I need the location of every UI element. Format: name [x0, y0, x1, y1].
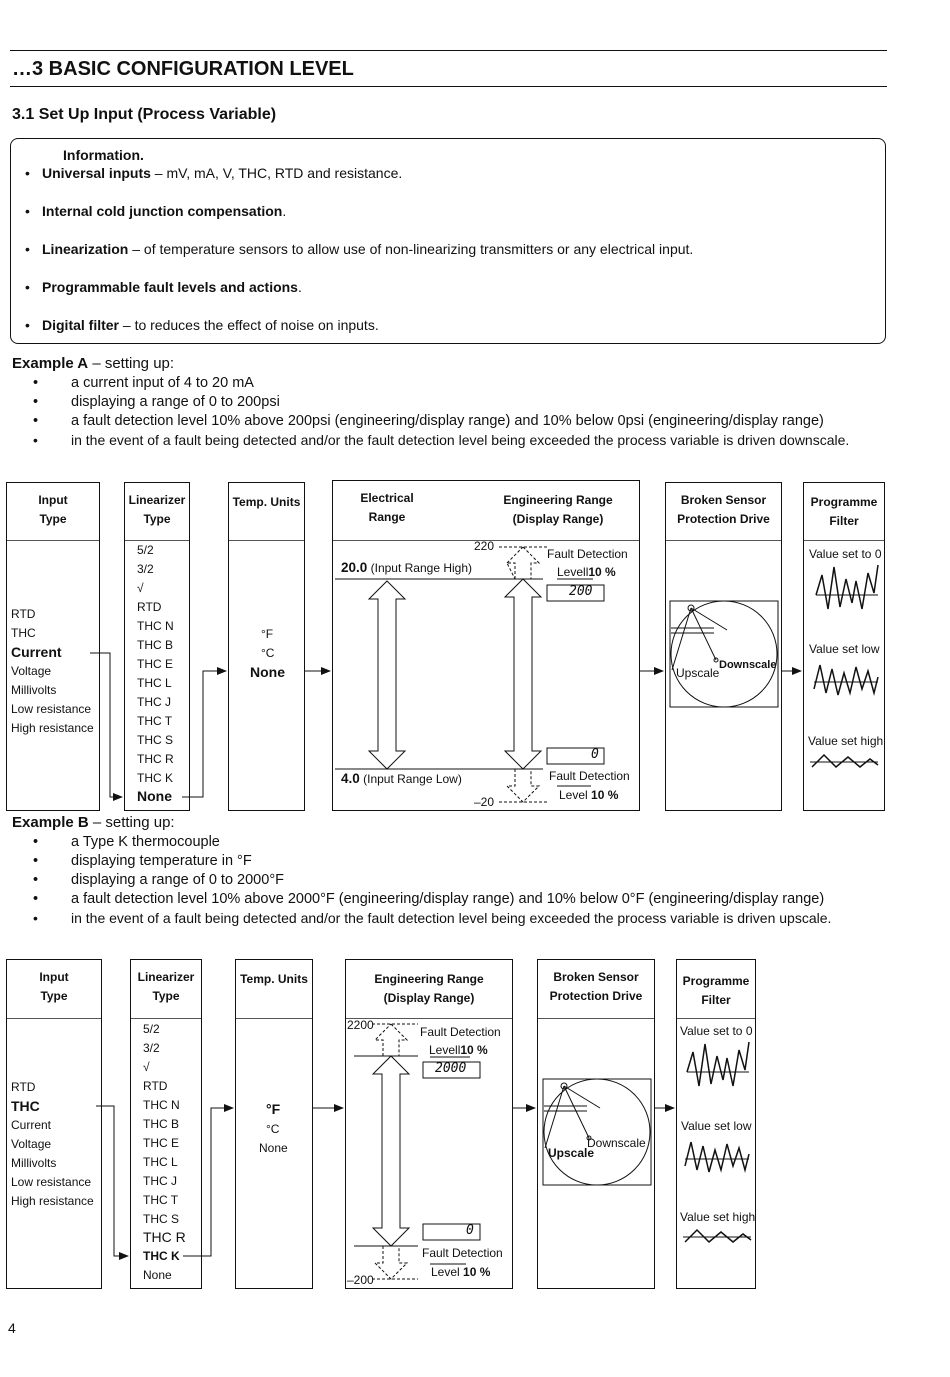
linearizer-option: THC B	[137, 638, 173, 652]
input-type-option: Millivolts	[11, 1156, 57, 1170]
panel-heading: Type	[152, 989, 180, 1003]
temp-unit-option: °C	[266, 1122, 280, 1136]
information-box	[10, 138, 886, 344]
linearizer-option: THC J	[143, 1174, 177, 1188]
display-low-value: 0	[466, 1223, 474, 1238]
panel-heading: Input	[39, 970, 69, 984]
linearizer-option: 5/2	[143, 1022, 160, 1036]
panel-heading: Linearizer	[128, 493, 186, 507]
downscale-label: Downscale	[587, 1136, 646, 1150]
panel-heading: Type	[143, 512, 171, 526]
linearizer-option: THC T	[137, 714, 173, 728]
temp-unit-option: None	[259, 1141, 288, 1155]
temp-unit-selected: °F	[266, 1101, 281, 1117]
temp-unit-option: °F	[261, 627, 274, 641]
linearizer-option: THC L	[137, 676, 172, 690]
fault-detection-label: Fault Detection	[549, 769, 630, 783]
linearizer-option: √	[137, 581, 144, 595]
fault-detection-label: Fault Detection	[420, 1025, 501, 1039]
panel-heading: Filter	[701, 993, 731, 1007]
subsection-title: 3.1 Set Up Input (Process Variable)	[12, 106, 277, 123]
info-item: • Universal inputs – mV, mA, V, THC, RTD and resistance.	[25, 165, 403, 181]
linearizer-option: THC B	[143, 1117, 179, 1131]
connector-arrows	[0, 959, 950, 1291]
input-type-option: Voltage	[11, 664, 52, 678]
linearizer-option: THC N	[143, 1098, 180, 1112]
panel-heading: Filter	[829, 514, 859, 528]
display-low-value: 0	[591, 747, 599, 762]
example-a-title: Example A – setting up:	[12, 355, 175, 372]
panel-heading: Programme	[682, 974, 750, 988]
temp-unit-option: °C	[261, 646, 275, 660]
example-b-item: • a fault detection level 10% above 2000°F (engineering/display range) and 10% below 0°F (engineering/display range)	[33, 891, 825, 907]
filter-option: Value set to 0	[680, 1024, 753, 1038]
section-rule	[10, 86, 887, 87]
input-type-option: Voltage	[11, 1137, 52, 1151]
panel-heading: Protection Drive	[549, 989, 643, 1003]
linearizer-option: THC E	[143, 1136, 179, 1150]
linearizer-option: THC R	[137, 752, 174, 766]
page-number: 4	[8, 1320, 16, 1336]
example-a-item: • a current input of 4 to 20 mA	[33, 375, 254, 391]
panel-heading: Broken Sensor	[680, 493, 767, 507]
example-a-item: • a fault detection level 10% above 200psi (engineering/display range) and 10% below 0psi (engineering/display range)	[33, 413, 824, 429]
linearizer-option: 3/2	[137, 562, 154, 576]
filter-option: Value set to 0	[809, 547, 882, 561]
panel-heading: Input	[38, 493, 68, 507]
linearizer-selected: None	[137, 788, 172, 804]
linearizer-option: THC J	[137, 695, 171, 709]
fault-detection-label: Fault Detection	[547, 547, 628, 561]
linearizer-option: THC S	[143, 1212, 179, 1226]
info-item: • Programmable fault levels and actions.	[25, 279, 302, 295]
panel-heading: Programme	[810, 495, 878, 509]
input-type-option: THC	[11, 626, 36, 640]
panel-heading: Engineering Range	[503, 493, 613, 507]
linearizer-option: None	[143, 1268, 172, 1282]
eng-range-top: 220	[474, 539, 495, 553]
fault-level-label: Level 10 %	[431, 1265, 491, 1279]
panel-heading: Temp. Units	[232, 495, 301, 509]
input-type-option: Low resistance	[11, 702, 92, 716]
panel-heading: Linearizer	[137, 970, 195, 984]
filter-option: Value set high	[808, 734, 884, 748]
example-b-item: • in the event of a fault being detected and/or the fault detection level being exceeded the process variable is driven upscale.	[33, 910, 832, 926]
linearizer-option: THC R	[143, 1229, 186, 1245]
input-type-option: RTD	[11, 607, 36, 621]
panel-heading: Broken Sensor	[553, 970, 639, 984]
fault-level-label: Levell10 %	[429, 1043, 488, 1057]
panel-heading: Electrical	[360, 491, 414, 505]
input-type-option: Millivolts	[11, 683, 57, 697]
linearizer-option: THC N	[137, 619, 174, 633]
info-item: • Linearization – of temperature sensors to allow use of non-linearizing transmitters or any electrical input.	[25, 241, 694, 257]
linearizer-option: THC K	[137, 771, 173, 785]
info-title: Information.	[63, 147, 144, 163]
example-b-item: • displaying a range of 0 to 2000°F	[33, 872, 284, 888]
input-type-option: Low resistance	[11, 1175, 92, 1189]
input-type-option: High resistance	[11, 1194, 94, 1208]
example-a-item: • in the event of a fault being detected and/or the fault detection level being exceeded the process variable is driven downscale.	[33, 432, 850, 448]
example-b-item: • a Type K thermocouple	[33, 834, 220, 850]
linearizer-option: THC L	[143, 1155, 178, 1169]
input-type-option: RTD	[11, 1080, 36, 1094]
input-range-low: 4.0 (Input Range Low)	[341, 771, 462, 786]
fault-detection-label: Fault Detection	[422, 1246, 503, 1260]
linearizer-option: 3/2	[143, 1041, 160, 1055]
input-type-option: High resistance	[11, 721, 94, 735]
linearizer-option: THC S	[137, 733, 173, 747]
fault-level-label: Level 10 %	[559, 788, 619, 802]
linearizer-option: √	[143, 1060, 150, 1074]
panel-heading: Temp. Units	[240, 972, 308, 986]
linearizer-option: THC E	[137, 657, 173, 671]
panel-heading: (Display Range)	[512, 512, 604, 526]
display-high-value: 200	[569, 584, 593, 599]
input-type-selected: THC	[11, 1098, 40, 1114]
input-range-high: 20.0 (Input Range High)	[341, 560, 473, 575]
top-rule	[10, 50, 887, 51]
temp-unit-selected: None	[250, 664, 285, 680]
panel-heading: Engineering Range	[374, 972, 484, 986]
filter-option: Value set low	[681, 1119, 752, 1133]
section-title: …3 BASIC CONFIGURATION LEVEL	[12, 58, 354, 80]
input-type-selected: Current	[11, 644, 62, 660]
upscale-label: Upscale	[676, 666, 720, 680]
panel-heading: Range	[368, 510, 406, 524]
upscale-selected: Upscale	[548, 1146, 595, 1160]
fault-level-label: Levell10 %	[557, 565, 616, 579]
panel-heading: (Display Range)	[383, 991, 475, 1005]
eng-range-bottom: –200	[347, 1273, 374, 1287]
info-item: • Internal cold junction compensation.	[25, 203, 287, 219]
panel-heading: Protection Drive	[677, 512, 770, 526]
panel-heading: Type	[39, 512, 67, 526]
linearizer-option: THC T	[143, 1193, 179, 1207]
linearizer-option: RTD	[143, 1079, 168, 1093]
eng-range-bottom: –20	[474, 795, 495, 809]
example-a-item: • displaying a range of 0 to 200psi	[33, 394, 280, 410]
eng-range-top: 2200	[347, 1018, 374, 1032]
filter-option: Value set high	[680, 1210, 756, 1224]
input-type-option: Current	[11, 1118, 52, 1132]
linearizer-option: 5/2	[137, 543, 154, 557]
filter-option: Value set low	[809, 642, 880, 656]
connector-arrows	[0, 480, 950, 812]
downscale-selected: Downscale	[719, 659, 777, 671]
example-b-item: • displaying temperature in °F	[33, 853, 252, 869]
panel-heading: Type	[40, 989, 68, 1003]
example-b-title: Example B – setting up:	[12, 814, 175, 831]
display-high-value: 2000	[435, 1061, 467, 1076]
linearizer-option: RTD	[137, 600, 162, 614]
info-item: • Digital filter – to reduces the effect of noise on inputs.	[25, 317, 379, 333]
linearizer-selected: THC K	[143, 1249, 180, 1263]
